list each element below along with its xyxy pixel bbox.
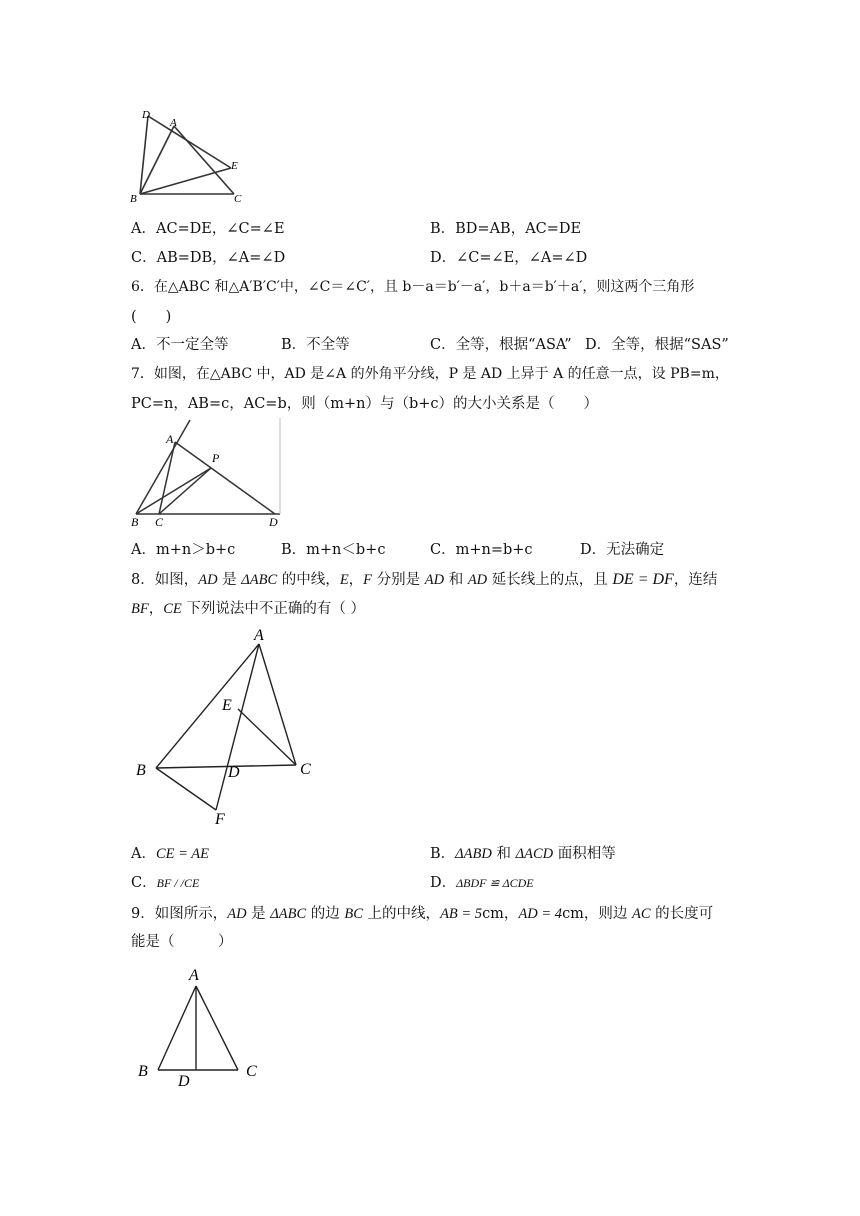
q5-option-b[interactable]: B．BD=AB，AC=DE [430,221,582,237]
fig7-label-c: C [155,515,164,529]
fig9-label-a: A [189,967,199,984]
fig8-label-a: A [254,627,264,644]
q8-option-d[interactable]: D．ΔBDF ≌ ΔCDE [430,875,534,891]
fig8-label-b: B [136,762,146,779]
fig8-label-d: D [228,764,240,781]
q5-option-a[interactable]: A．AC=DE，∠C=∠E [131,221,285,237]
fig9-label-c: C [246,1063,257,1080]
fig8-label-f: F [215,811,225,828]
q7-option-c[interactable]: C．m+n=b+c [430,542,533,558]
fig8-label-c: C [300,761,311,778]
q7-option-d[interactable]: D．无法确定 [580,542,665,558]
q8-option-b[interactable]: B．ΔABD 和 ΔACD 面积相等 [430,846,616,862]
q6-option-c[interactable]: C．全等，根据“ASA” [430,337,572,353]
figure-q8 [130,624,330,829]
q6-option-a[interactable]: A．不一定全等 [131,337,229,353]
q8-stem-line1: 8．如图，AD 是 ΔABC 的中线，E，F 分别是 AD 和 AD 延长线上的点，且 DE = DF，连结 [131,571,718,588]
fig7-label-d: D [269,515,278,529]
fig5-label-d: D [142,109,150,121]
q8-option-a[interactable]: A．CE = AE [131,846,209,862]
q7-option-a[interactable]: A．m+n＞b+c [131,542,236,558]
q5-option-d[interactable]: D．∠C=∠E，∠A=∠D [430,250,588,266]
fig5-label-e: E [231,160,238,172]
fig5-label-c: C [234,193,242,205]
fig7-label-p: P [212,451,220,465]
fig8-label-e: E [222,697,232,714]
q7-option-b[interactable]: B．m+n＜b+c [281,542,386,558]
q9-stem-line2: 能是（ ） [131,934,233,950]
q6-stem-line2: ( ) [131,309,172,325]
q7-stem-line2: PC=n，AB=c，AC=b，则（m+n）与（b+c）的大小关系是（ ） [131,396,599,412]
q7-stem-line1: 7．如图，在△ABC 中，AD 是∠A 的外角平分线，P 是 AD 上异于 A 的任意一点，设 PB=m， [131,366,729,382]
figure-q7 [128,418,288,530]
q9-stem-line1: 9．如图所示，AD 是 ΔABC 的边 BC 上的中线，AB = 5cm，AD = 4cm，则边 AC 的长度可 [131,906,714,922]
fig5-label-b: B [130,193,137,205]
fig7-label-b: B [131,515,139,529]
q8-option-c[interactable]: C．BF / /CE [131,875,200,891]
fig7-label-a: A [166,432,174,446]
fig5-label-a: A [170,117,177,129]
q5-option-c[interactable]: C．AB=DB，∠A=∠D [131,250,286,266]
q6-option-d[interactable]: D．全等，根据“SAS” [585,337,729,353]
figure-q9 [132,962,267,1092]
q6-stem-line1: 6．在△ABC 和△A′B′C′中，∠C＝∠C′，且 b－a＝b′－a′，b＋a＝b′＋a′，则这两个三角形 [131,279,695,295]
q6-option-b[interactable]: B．不全等 [281,337,350,353]
figure-q5 [128,104,248,208]
fig9-label-b: B [138,1063,148,1080]
q8-stem-line2: BF，CE 下列说法中不正确的有（ ） [131,601,365,617]
fig9-label-d: D [178,1073,190,1090]
